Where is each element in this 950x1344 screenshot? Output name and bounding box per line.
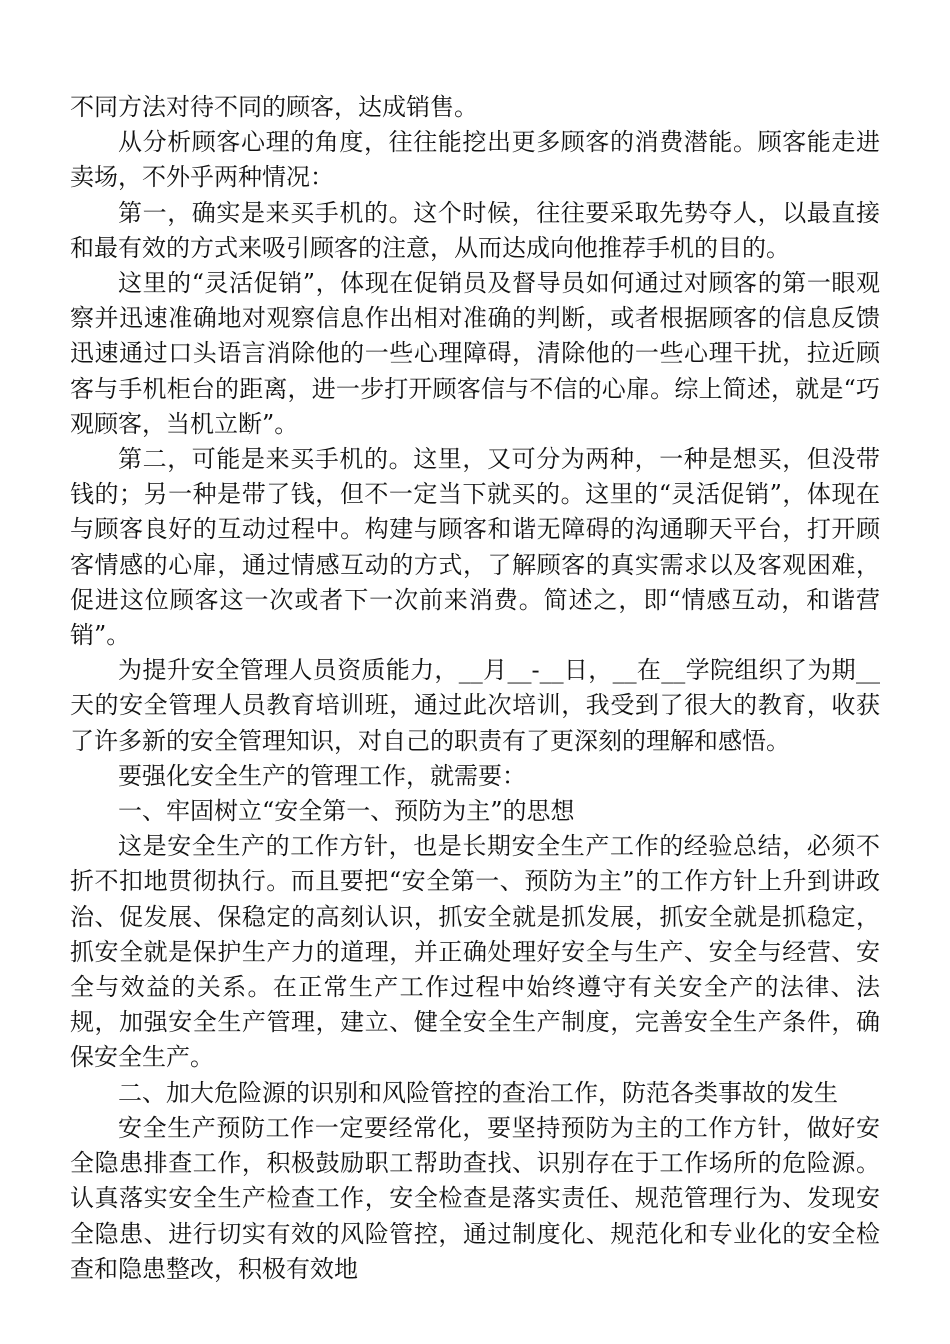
section-heading-safety-first: 一、牢固树立“安全第一、预防为主”的思想 [118, 797, 575, 826]
document-body [70, 90, 880, 1287]
section-heading-hazard-control: 二、加大危险源的识别和风险管控的查治工作，防范各类事故的发生 [118, 1078, 838, 1107]
paragraph-flexible-promotion: 这里的“灵活促销”，体现在促销员及督导员如何通过对顾客的第一眼观察并迅速准确地对观察信息作出相对准确的判断，或者根据顾客的信息反馈迅速通过口头语言消除他的一些心理障碍，清除他的一些心理干扰，拉近顾客与手机柜台的距离，进一步打开顾客信与不信的心扉。综上简述，就是“巧观顾客，当机立断”。 [70, 269, 880, 438]
paragraph-requirements-lead: 要强化安全生产的管理工作，就需要： [118, 761, 526, 790]
paragraph-safety-policy: 这是安全生产的工作方针，也是长期安全生产工作的经验总结，必须不折不扣地贯彻执行。而且要把“安全第一、预防为主”的工作方针上升到讲政治、促发展、保稳定的高刻认识，抓安全就是抓发展，抓安全就是抓稳定，抓安全就是保护生产力的道理，并正确处理好安全与生产、安全与经营、安全与效益的关系。在正常生产工作过程中始终遵守有关安全产的法律、法规，加强安全生产管理，建立、健全安全生产制度，完善安全生产条件，确保安全生产。 [70, 832, 880, 1072]
paragraph-second-case: 第二，可能是来买手机的。这里，又可分为两种，一种是想买，但没带钱的；另一种是带了钱，但不一定当下就买的。这里的“灵活促销”，体现在与顾客良好的互动过程中。构建与顾客和谐无障碍的沟通聊天平台，打开顾客情感的心扉，通过情感互动的方式，了解顾客的真实需求以及客观困难，促进这位顾客这一次或者下一次前来消费。简述之，即“情感互动，和谐营销”。 [70, 445, 880, 650]
paragraph-hazard-prevention: 安全生产预防工作一定要经常化，要坚持预防为主的工作方针，做好安全隐患排查工作，积极鼓励职工帮助查找、识别存在于工作场所的危险源。认真落实安全生产检查工作，安全检查是落实责任、规范管理行为、发现安全隐患、进行切实有效的风险管控，通过制度化、规范化和专业化的安全检查和隐患整改，积极有效地 [70, 1113, 880, 1283]
paragraph-first-case: 第一，确实是来买手机的。这个时候，往往要采取先势夺人，以最直接和最有效的方式来吸引顾客的注意，从而达成向他推荐手机的目的。 [70, 198, 880, 262]
paragraph-sales-conclusion: 不同方法对待不同的顾客，达成销售。 [70, 93, 478, 121]
paragraph-customer-psychology: 从分析顾客心理的角度，往往能挖出更多顾客的消费潜能。顾客能走进卖场，不外乎两种情况： [70, 128, 880, 192]
paragraph-training-intro: 为提升安全管理人员资质能力，__月__-__日，__在__学院组织了为期__天的安全管理人员教育培训班，通过此次培训，我受到了很大的教育，收获了许多新的安全管理知识，对自己的职责有了更深刻的理解和感悟。 [70, 656, 880, 755]
